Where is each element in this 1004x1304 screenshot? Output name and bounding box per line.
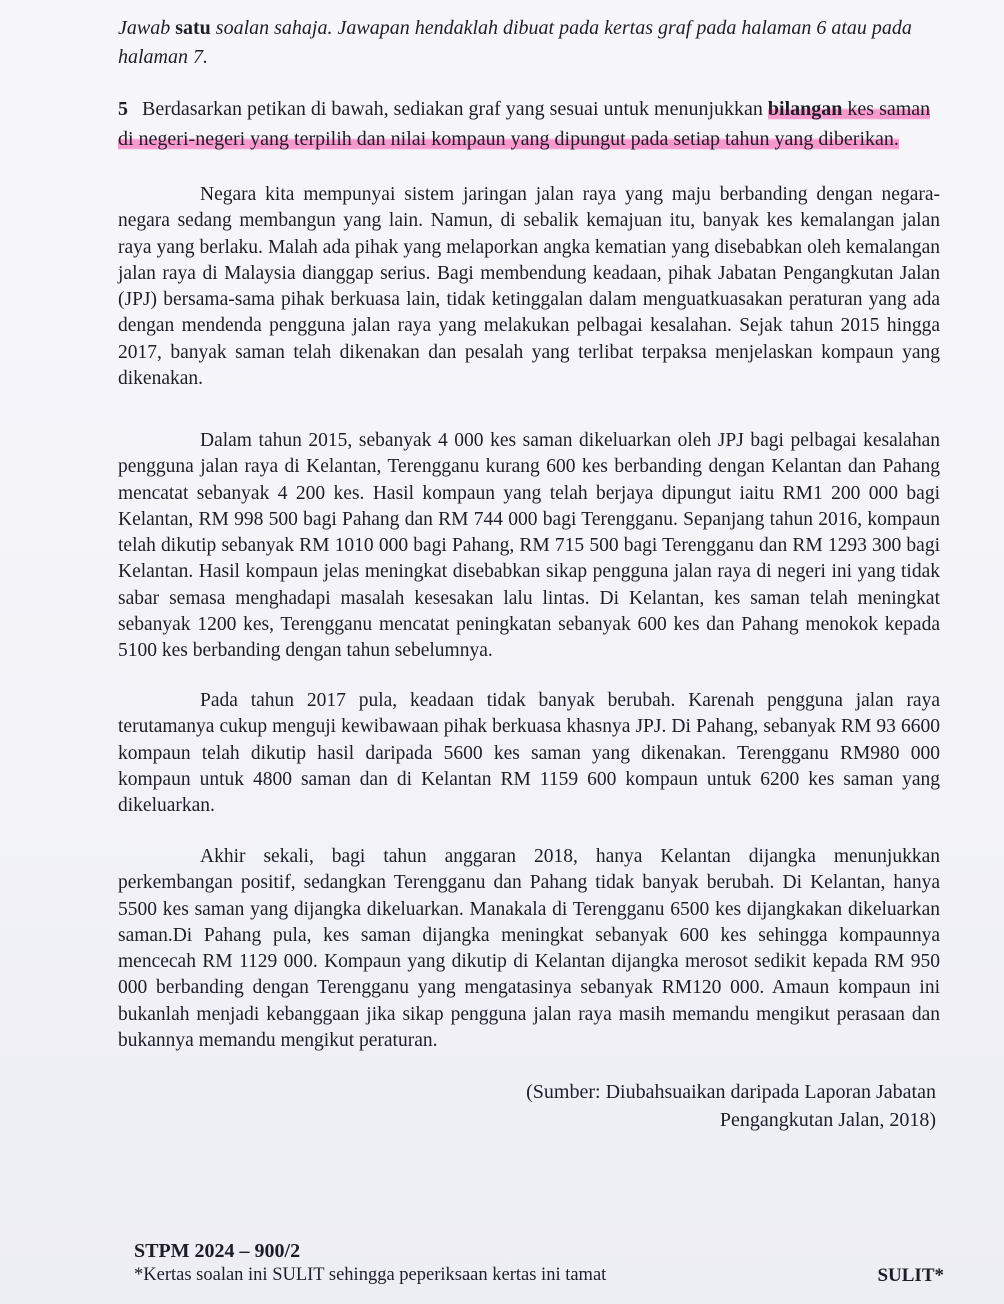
highlighted-bold: bilangan <box>767 98 843 120</box>
paper-code: STPM 2024 – 900/2 <box>134 1240 301 1262</box>
highlighted-rest: kes saman di negeri-negeri yang terpilih dan nilai kompaun yang dipungut pada setiap tahun yang diberikan. <box>118 98 931 150</box>
instruction-bold: satu <box>175 17 211 39</box>
question-number: 5 <box>118 98 128 120</box>
question-text: Berdasarkan petikan di bawah, sediakan graf yang sesuai untuk menunjukkan <box>142 98 768 120</box>
passage-paragraph-3: Pada tahun 2017 pula, keadaan tidak banyak berubah. Karenah pengguna jalan raya terutamanya cukup menguji kewibawaan pihak berkuasa khasnya JPJ. Di Pahang, sebanyak RM 93 6600 kompaun telah dikutip hasil daripada 5600 kes saman yang dikenakan. Terengganu RM980 000 kompaun untuk 4800 saman dan di Kelantan RM 1159 600 kompaun untuk 6200 kes saman yang dikeluarkan. <box>118 690 940 817</box>
confidential-note: *Kertas soalan ini SULIT sehingga peperiksaan kertas ini tamat <box>134 1265 607 1285</box>
passage-paragraph-4: Akhir sekali, bagi tahun anggaran 2018, hanya Kelantan dijangka menunjukkan perkembangan positif, sedangkan Terengganu dan Pahang tidak banyak berubah. Di Kelantan, hanya 5500 kes saman yang dijangka dikeluarkan. Manakala di Terengganu 6500 kes dijangkakan dikeluarkan saman.Di Pahang pula, kes saman dijangka meningkat sebanyak 600 kes sehingga kompaunnya mencecah RM 1129 000. Kompaun yang dikutip di Kelantan dijangka merosot sedikit kepada RM 950 000 berbanding dengan Terengganu yang mengatasinya sebanyak RM120 000. Amaun kompaun ini bukanlah menjadi kebanggaan jika sikap pengguna jalan raya masih memandu mengikut perasaan dan bukannya memandu mengikut peraturan. <box>118 846 940 1052</box>
instruction-text <box>118 14 948 72</box>
passage-paragraph-1: Negara kita mempunyai sistem jaringan jalan raya yang maju berbanding dengan negara-negara sedang membangun yang lain. Namun, di sebalik kemajuan itu, banyak kes kemalangan jalan raya yang berlaku. Malah ada pihak yang melaporkan angka kematian yang disebabkan oleh kemalangan jalan raya di Malaysia dianggap serius. Bagi membendung keadaan, pihak Jabatan Pengangkutan Jalan (JPJ) bersama-sama pihak berkuasa lain, tidak ketinggalan dalam menguatkuasakan peraturan yang ada dengan mendenda pengguna jalan raya yang melakukan pelbagai kesalahan. Sejak tahun 2015 hingga 2017, banyak saman telah dikenakan dan pesalah yang terlibat terpaksa menjelaskan kompaun yang dikenakan. <box>118 184 940 390</box>
classification-label: SULIT* <box>877 1265 944 1286</box>
source-line-2: Pengangkutan Jalan, 2018) <box>719 1109 936 1131</box>
source-citation <box>526 1078 936 1134</box>
instruction-pre: Jawab <box>118 17 176 39</box>
question-5 <box>118 94 948 154</box>
passage-paragraph-2: Dalam tahun 2015, sebanyak 4 000 kes saman dikeluarkan oleh JPJ bagi pelbagai kesalahan pengguna jalan raya di Kelantan, Terengganu kurang 600 kes berbanding dengan Kelantan dan Pahang mencatat sebanyak 4 200 kes. Hasil kompaun yang telah berjaya dipungut iaitu RM1 200 000 bagi Kelantan, RM 998 500 bagi Pahang dan RM 744 000 bagi Terengganu. Sepanjang tahun 2016, kompaun telah dikutip sebanyak RM 1010 000 bagi Pahang, RM 715 500 bagi Terengganu dan RM 1293 300 bagi Kelantan. Hasil kompaun jelas meningkat disebabkan sikap pengguna jalan raya di negeri ini yang tidak sabar semasa menghadapi masalah kesesakan lalu lintas. Di Kelantan, kes saman telah meningkat sebanyak 1200 kes, Terengganu mencatat peningkatan sebanyak 600 kes dan Pahang menokok kepada 5100 kes berbanding dengan tahun sebelumnya. <box>118 430 940 662</box>
instruction-post: soalan sahaja. Jawapan hendaklah dibuat pada kertas graf pada halaman 6 atau pada halaman 7. <box>118 17 912 68</box>
source-line-1: (Sumber: Diubahsuaikan daripada Laporan Jabatan <box>526 1081 936 1103</box>
